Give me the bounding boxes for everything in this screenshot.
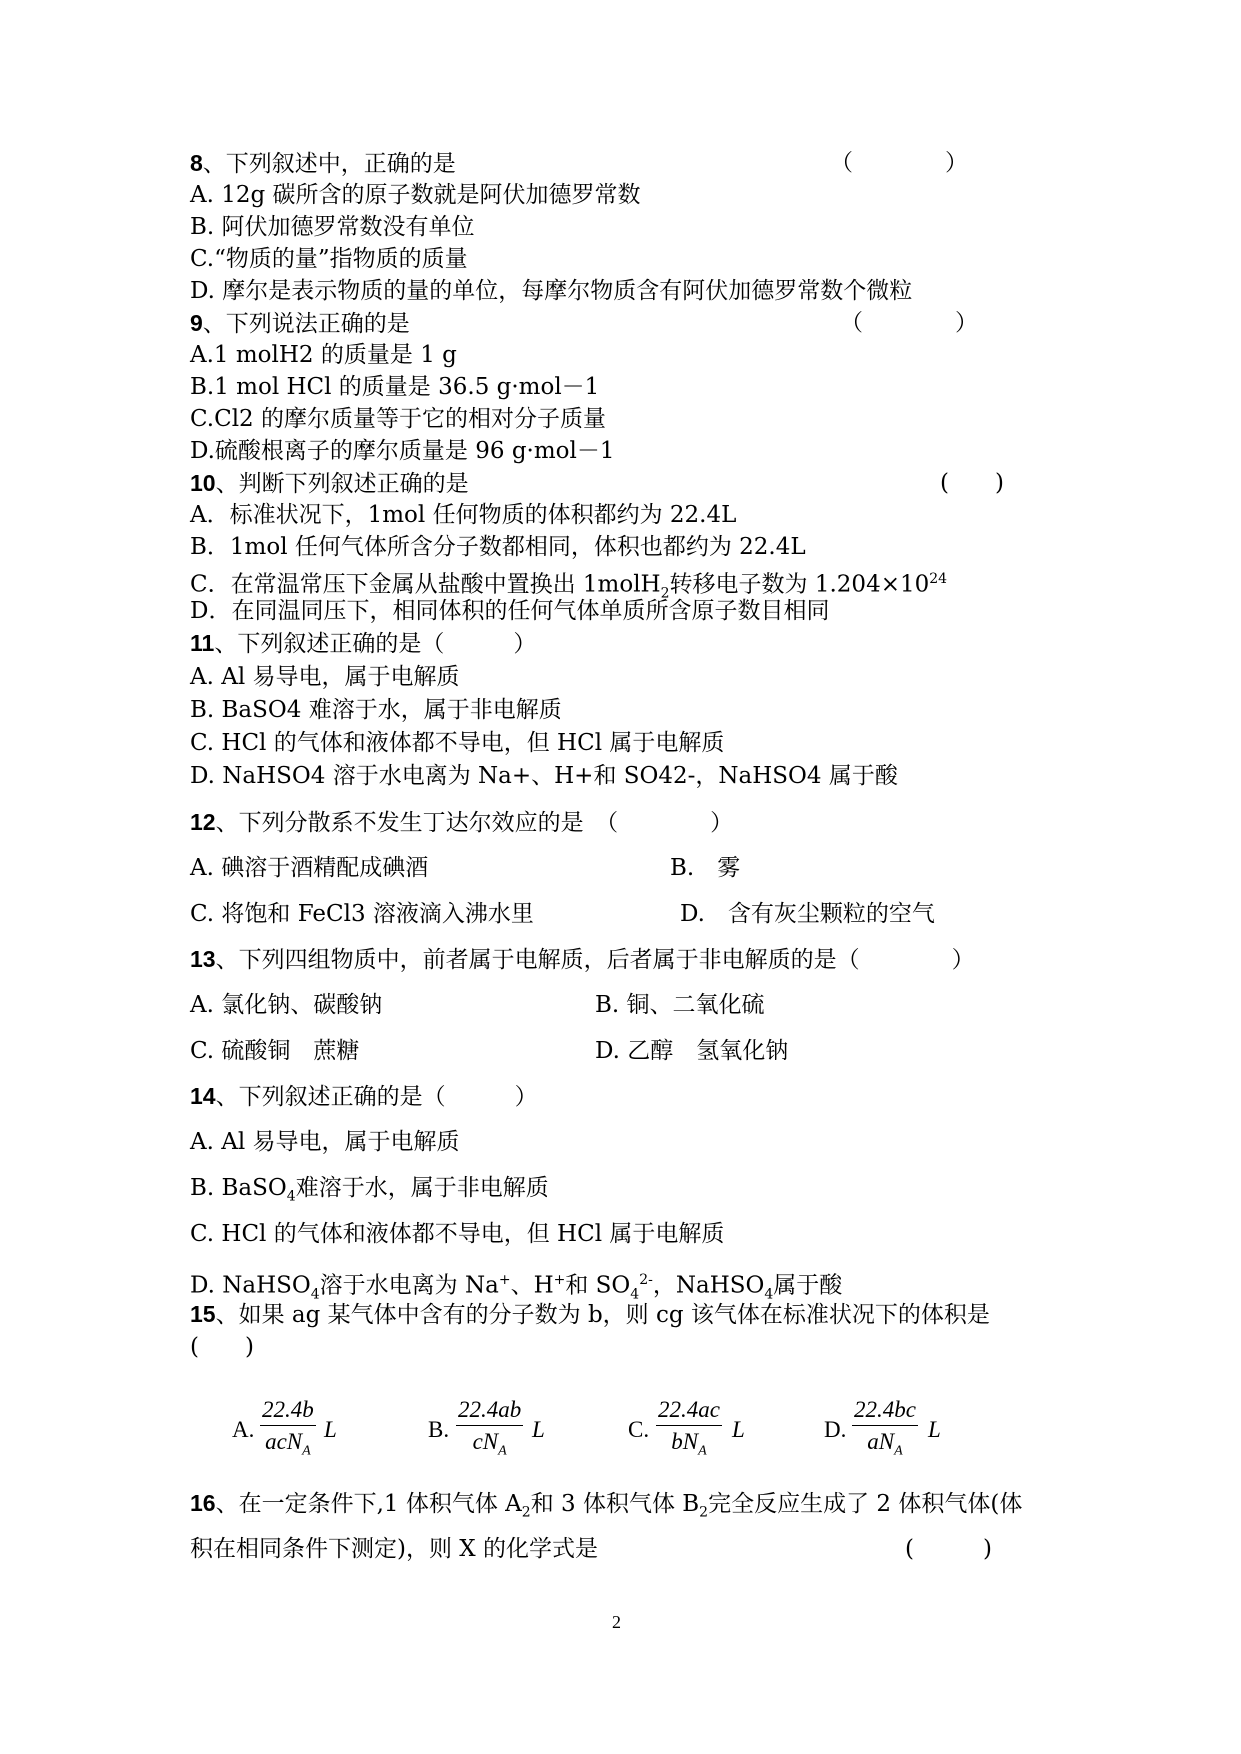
question-11-option-a: A. Al 易导电，属于电解质	[190, 664, 460, 690]
question-8-option-b: B. 阿伏加德罗常数没有单位	[190, 214, 475, 240]
question-8-option-d: D. 摩尔是表示物质的量的单位，每摩尔物质含有阿伏加德罗常数个微粒	[190, 278, 913, 304]
question-10-stem: 10、判断下列叙述正确的是	[190, 470, 469, 497]
question-14-option-b: B. BaSO$_4$难溶于水，属于非电解质	[190, 1175, 549, 1205]
question-number: 13	[190, 946, 216, 972]
question-14-option-a: A. Al 易导电，属于电解质	[190, 1129, 460, 1155]
question-14-option-d: D. NaHSO$_4$溶于水电离为 Na+、H+和 $SO_4^{2-}$，NaHSO$_4$属于酸	[190, 1272, 843, 1303]
answer-blank: ( )	[905, 1536, 992, 1562]
question-10-option-a: A．标准状况下，1mol 任何物质的体积都约为 22.4L	[190, 502, 737, 528]
question-number: 16	[190, 1490, 216, 1516]
question-10-option-d: D．在同温同压下，相同体积的任何气体单质所含原子数目相同	[190, 598, 830, 624]
question-12-option-d: D. 含有灰尘颗粒的空气	[680, 901, 935, 927]
answer-blank: ( )	[940, 470, 1004, 496]
answer-blank: ( )	[190, 1334, 254, 1360]
question-9-option-c: C.Cl2 的摩尔质量等于它的相对分子质量	[190, 406, 606, 432]
question-9-stem: 9、下列说法正确的是	[190, 310, 410, 337]
question-16-stem-continued: 积在相同条件下测定)，则 X 的化学式是	[190, 1536, 598, 1562]
question-number: 12	[190, 809, 216, 835]
question-10-option-b: B．1mol 任何气体所含分子数都相同，体积也都约为 22.4L	[190, 534, 806, 560]
question-12-stem: 12、下列分散系不发生丁达尔效应的是 （ ）	[190, 809, 734, 836]
question-10-option-c: C．在常温常压下金属从盐酸中置换出 1molH$_2$转移电子数为 $1.204\times 10^{24}$	[190, 571, 948, 602]
question-12-option-a: A. 碘溶于酒精配成碘酒	[190, 855, 429, 881]
question-number: 9	[190, 310, 203, 336]
question-14-stem: 14、下列叙述正确的是（ ）	[190, 1083, 538, 1110]
question-number: 14	[190, 1083, 216, 1109]
answer-blank: （ ）	[830, 150, 968, 176]
question-number: 15	[190, 1301, 216, 1327]
question-9-option-b: B.1 mol HCl 的质量是 36.5 g·mol－1	[190, 374, 600, 400]
question-11-stem: 11、下列叙述正确的是（ ）	[190, 630, 537, 657]
question-12-option-b: B. 雾	[670, 855, 741, 881]
question-13-option-c: C. 硫酸铜 蔗糖	[190, 1038, 360, 1064]
question-13-option-a: A. 氯化钠、碳酸钠	[190, 992, 383, 1018]
page-number: 2	[612, 1612, 621, 1632]
question-8-stem: 8、下列叙述中，正确的是	[190, 150, 456, 177]
question-13-option-b: B. 铜、二氧化硫	[595, 992, 765, 1018]
question-16-stem: 16、在一定条件下,1 体积气体 $A_2$和 3 体积气体 $B_2$完全反应生成了 2 体积气体(体	[190, 1490, 1023, 1521]
question-number: 10	[190, 470, 216, 496]
question-9-option-a: A.1 molH2 的质量是 1 g	[190, 342, 457, 368]
question-15-stem: 15、如果 ag 某气体中含有的分子数为 b，则 cg 该气体在标准状况下的体积是	[190, 1301, 990, 1328]
question-13-option-d: D. 乙醇 氢氧化钠	[595, 1038, 789, 1064]
question-11-option-d: D. NaHSO4 溶于水电离为 Na+、H+和 SO42-，NaHSO4 属于酸	[190, 763, 898, 789]
question-12-option-c: C. 将饱和 FeCl3 溶液滴入沸水里	[190, 901, 534, 927]
question-14-option-c: C. HCl 的气体和液体都不导电，但 HCl 属于电解质	[190, 1221, 725, 1247]
question-number: 8	[190, 150, 203, 176]
question-13-stem: 13、下列四组物质中，前者属于电解质，后者属于非电解质的是（ ）	[190, 946, 975, 973]
question-number: 11	[190, 630, 215, 656]
question-11-option-c: C. HCl 的气体和液体都不导电，但 HCl 属于电解质	[190, 730, 725, 756]
answer-blank: （ ）	[840, 310, 978, 336]
question-9-option-d: D.硫酸根离子的摩尔质量是 96 g·mol－1	[190, 438, 615, 464]
question-8-option-c: C.“物质的量”指物质的质量	[190, 246, 468, 272]
question-11-option-b: B. BaSO4 难溶于水，属于非电解质	[190, 697, 562, 723]
question-8-option-a: A. 12g 碳所含的原子数就是阿伏加德罗常数	[190, 182, 641, 208]
